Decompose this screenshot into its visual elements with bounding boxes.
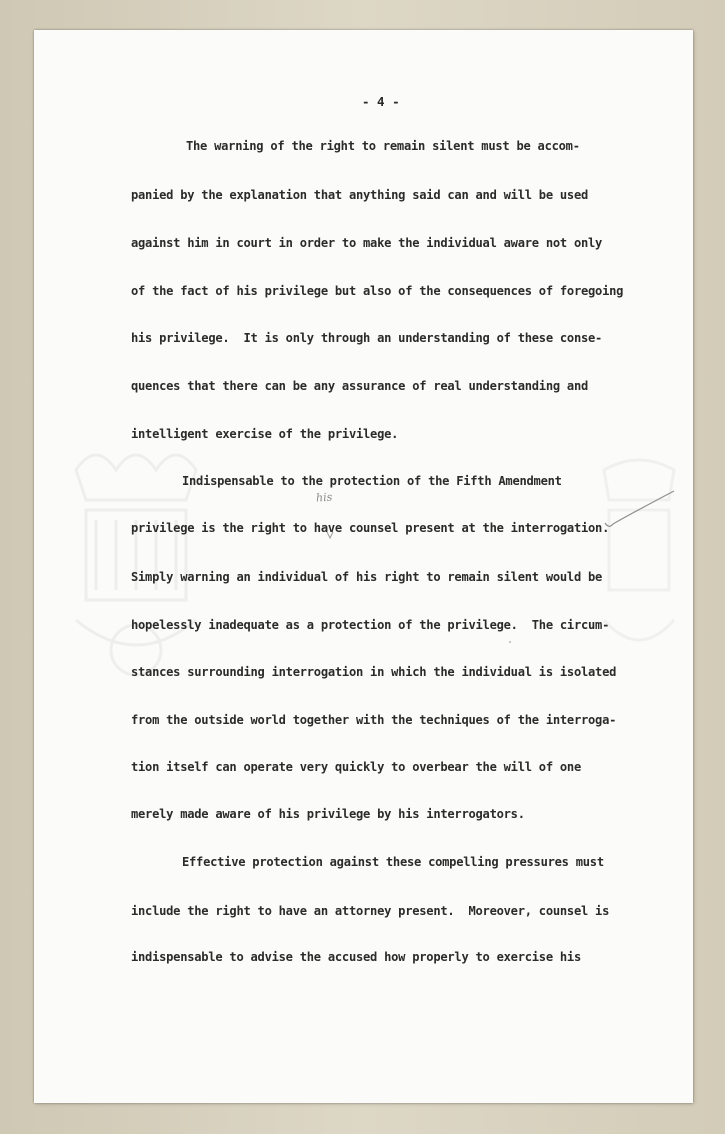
text-line: merely made aware of his privilege by his interrogators. <box>131 807 525 821</box>
text-line: The warning of the right to remain silent must be accom- <box>186 139 580 153</box>
text-line: from the outside world together with the techniques of the interroga- <box>131 713 617 727</box>
text-line: privilege is the right to have counsel present at the interrogation. <box>131 521 610 535</box>
pencil-dot <box>509 641 511 643</box>
text-line: Indispensable to the protection of the Fifth Amendment <box>182 474 562 488</box>
text-line: tion itself can operate very quickly to overbear the will of one <box>131 760 581 774</box>
text-line: hopelessly inadequate as a protection of the privilege. The circum- <box>131 618 610 632</box>
handwritten-insert: his <box>315 490 333 505</box>
text-line: stances surrounding interrogation in which the individual is isolated <box>131 665 617 679</box>
watermark-emblem-right <box>594 450 684 680</box>
text-line: intelligent exercise of the privilege. <box>131 427 399 441</box>
text-line: indispensable to advise the accused how properly to exercise his <box>131 950 581 964</box>
text-line: his privilege. It is only through an understanding of these conse- <box>131 331 603 345</box>
document-page <box>34 30 693 1103</box>
text-line: against him in court in order to make the individual aware not only <box>131 236 603 250</box>
text-line: panied by the explanation that anything said can and will be used <box>131 188 589 202</box>
text-line: Simply warning an individual of his right to remain silent would be <box>131 570 603 584</box>
text-line: of the fact of his privilege but also of the consequences of foregoing <box>131 284 624 298</box>
text-line: quences that there can be any assurance of real understanding and <box>131 379 589 393</box>
page-number: - 4 - <box>362 94 400 109</box>
text-line: Effective protection against these compelling pressures must <box>182 855 604 869</box>
text-line: include the right to have an attorney present. Moreover, counsel is <box>131 904 610 918</box>
